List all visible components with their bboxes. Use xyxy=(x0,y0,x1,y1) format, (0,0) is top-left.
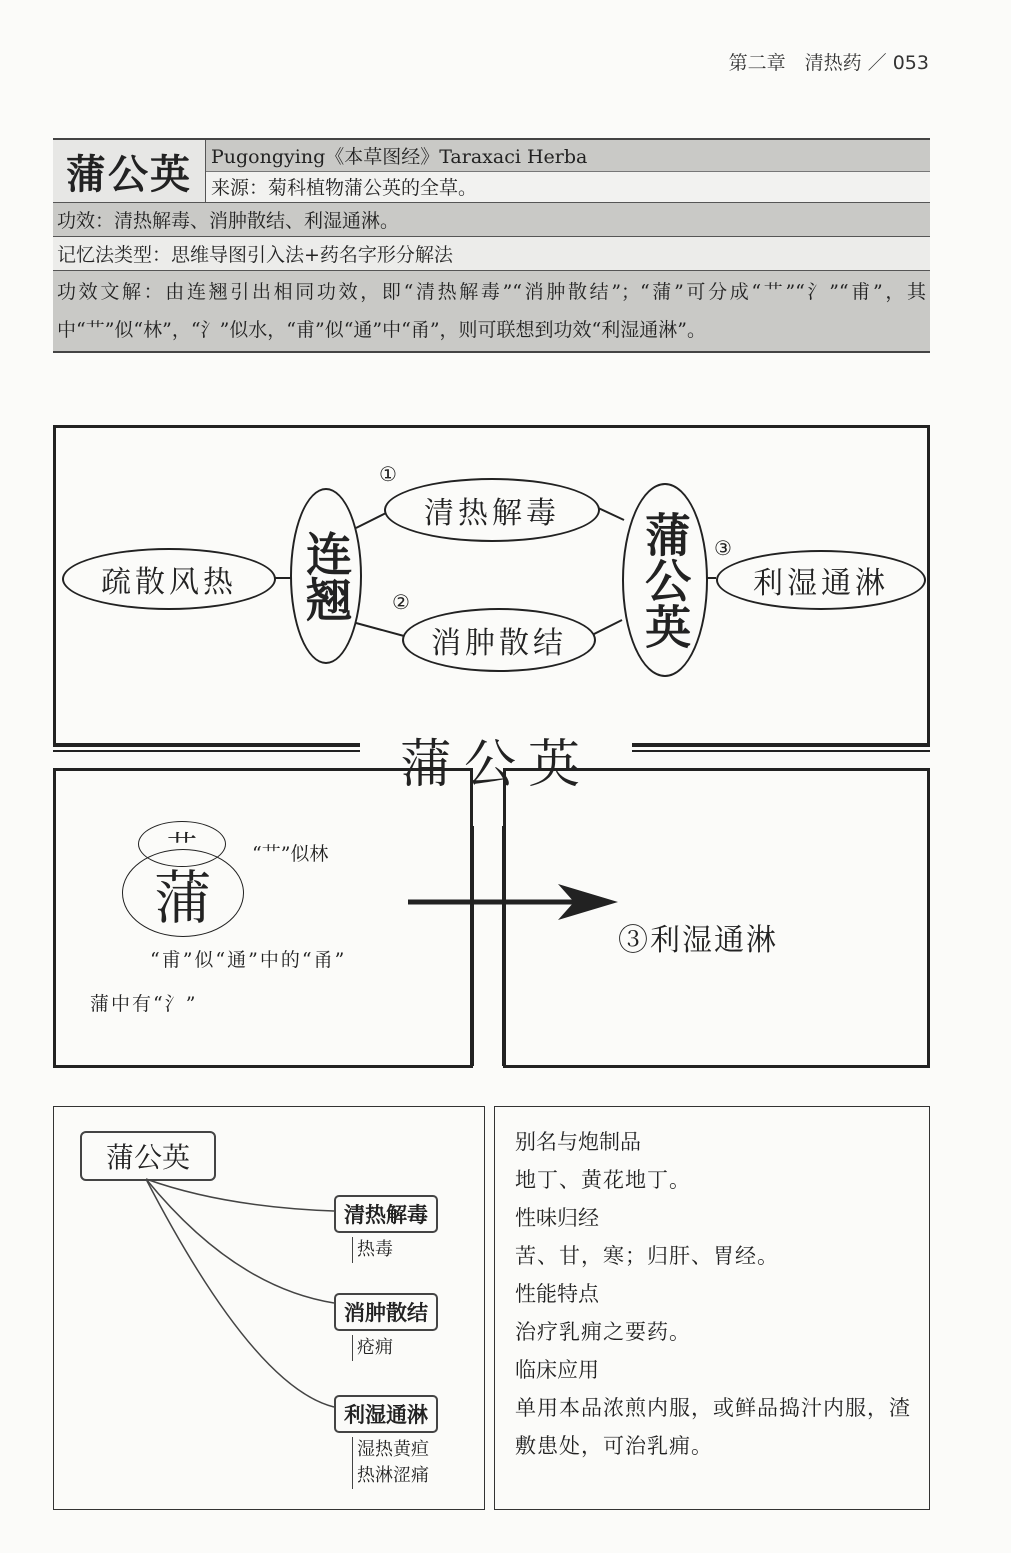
glyph-diagram xyxy=(128,821,248,941)
caption-fu-like-yong: “甫”似“通”中的“甬” xyxy=(150,949,347,971)
node-shusan-fengre: 疏散风热 xyxy=(62,548,276,610)
arrow-right-icon xyxy=(408,880,628,924)
node-pugongying xyxy=(622,483,708,677)
herb-info-table xyxy=(53,138,930,353)
detail-body-features: 治疗乳痈之要药。 xyxy=(515,1320,691,1344)
node-qingre-jiedu: 清热解毒 xyxy=(384,478,600,542)
tree-leaf-chuangyong: 疮痈 xyxy=(352,1335,393,1361)
number-3: ③ xyxy=(714,536,732,560)
herb-title-row xyxy=(53,140,930,203)
result-lishi-tonglin: ③利湿通淋 xyxy=(618,923,778,958)
detail-heading-features: 性能特点 xyxy=(515,1282,599,1306)
pugongying-text: 蒲公英 xyxy=(638,511,693,649)
herb-source: 来源：菊科植物蒲公英的全草。 xyxy=(206,172,930,203)
tree-leaf-redu: 热毒 xyxy=(352,1237,393,1263)
efficacy-tree-panel xyxy=(53,1106,485,1510)
detail-body-nature: 苦、甘，寒；归肝、胃经。 xyxy=(515,1244,779,1268)
center-herb-title: 蒲公英 xyxy=(360,722,632,797)
glyph-top-ellipse: 艹 xyxy=(138,821,226,867)
tree-leaf-relin-setong: 热淋涩痛 xyxy=(352,1463,429,1489)
herb-efficacy: 功效：清热解毒、消肿散结、利湿通淋。 xyxy=(53,203,930,237)
detail-body-clinical: 单用本品浓煎内服，或鲜品捣汁内服，渣敷患处，可治乳痈。 xyxy=(515,1396,911,1458)
herb-latin-name: Pugongying《本草图经》Taraxaci Herba xyxy=(206,140,930,172)
detail-heading-nature: 性味归经 xyxy=(515,1206,599,1230)
detail-heading-clinical: 临床应用 xyxy=(515,1358,599,1382)
tree-branch-xiaozhong-sanjie: 消肿散结 xyxy=(334,1293,438,1331)
tree-leaf-shire-huangdan: 湿热黄疸 xyxy=(352,1437,429,1463)
lianqiao-text: 连翘 xyxy=(299,530,354,622)
connector-vline-left xyxy=(470,826,474,1066)
mind-map-panel xyxy=(53,425,930,747)
tree-branch-lishi-tonglin: 利湿通淋 xyxy=(334,1395,438,1433)
memory-method-type: 记忆法类型：思维导图引入法+药名字形分解法 xyxy=(53,237,930,271)
connector-vline-right xyxy=(502,826,506,1066)
herb-meta xyxy=(206,140,930,202)
number-1: ① xyxy=(379,462,397,486)
herb-name: 蒲公英 xyxy=(53,140,206,202)
node-lianqiao xyxy=(290,488,362,664)
number-2: ② xyxy=(392,590,410,614)
efficacy-explanation: 功效文解：由连翘引出相同功效，即“清热解毒”“消肿散结”；“蒲”可分成“艹”“氵”“甫”，其中“艹”似“林”，“氵”似水，“甫”似“通”中“甬”，则可联想到功效“利湿通淋”。 xyxy=(53,271,930,351)
tree-branch-qingre-jiedu: 清热解毒 xyxy=(334,1195,438,1233)
node-xiaozhong-sanjie: 消肿散结 xyxy=(402,608,596,672)
page-header: 第二章 清热药 ／ 053 xyxy=(728,52,929,74)
caption-has-water: 蒲中有“氵” xyxy=(90,993,198,1015)
glyph-main-ellipse: 蒲 xyxy=(122,849,244,937)
caption-cao-like-lin: “艹”似林 xyxy=(252,843,329,865)
herb-details-panel xyxy=(494,1106,930,1510)
detail-heading-alias: 别名与炮制品 xyxy=(515,1130,641,1154)
detail-body-alias: 地丁、黄花地丁。 xyxy=(515,1168,691,1192)
tree-root: 蒲公英 xyxy=(80,1131,216,1181)
node-lishi-tonglin: 利湿通淋 xyxy=(716,550,926,610)
